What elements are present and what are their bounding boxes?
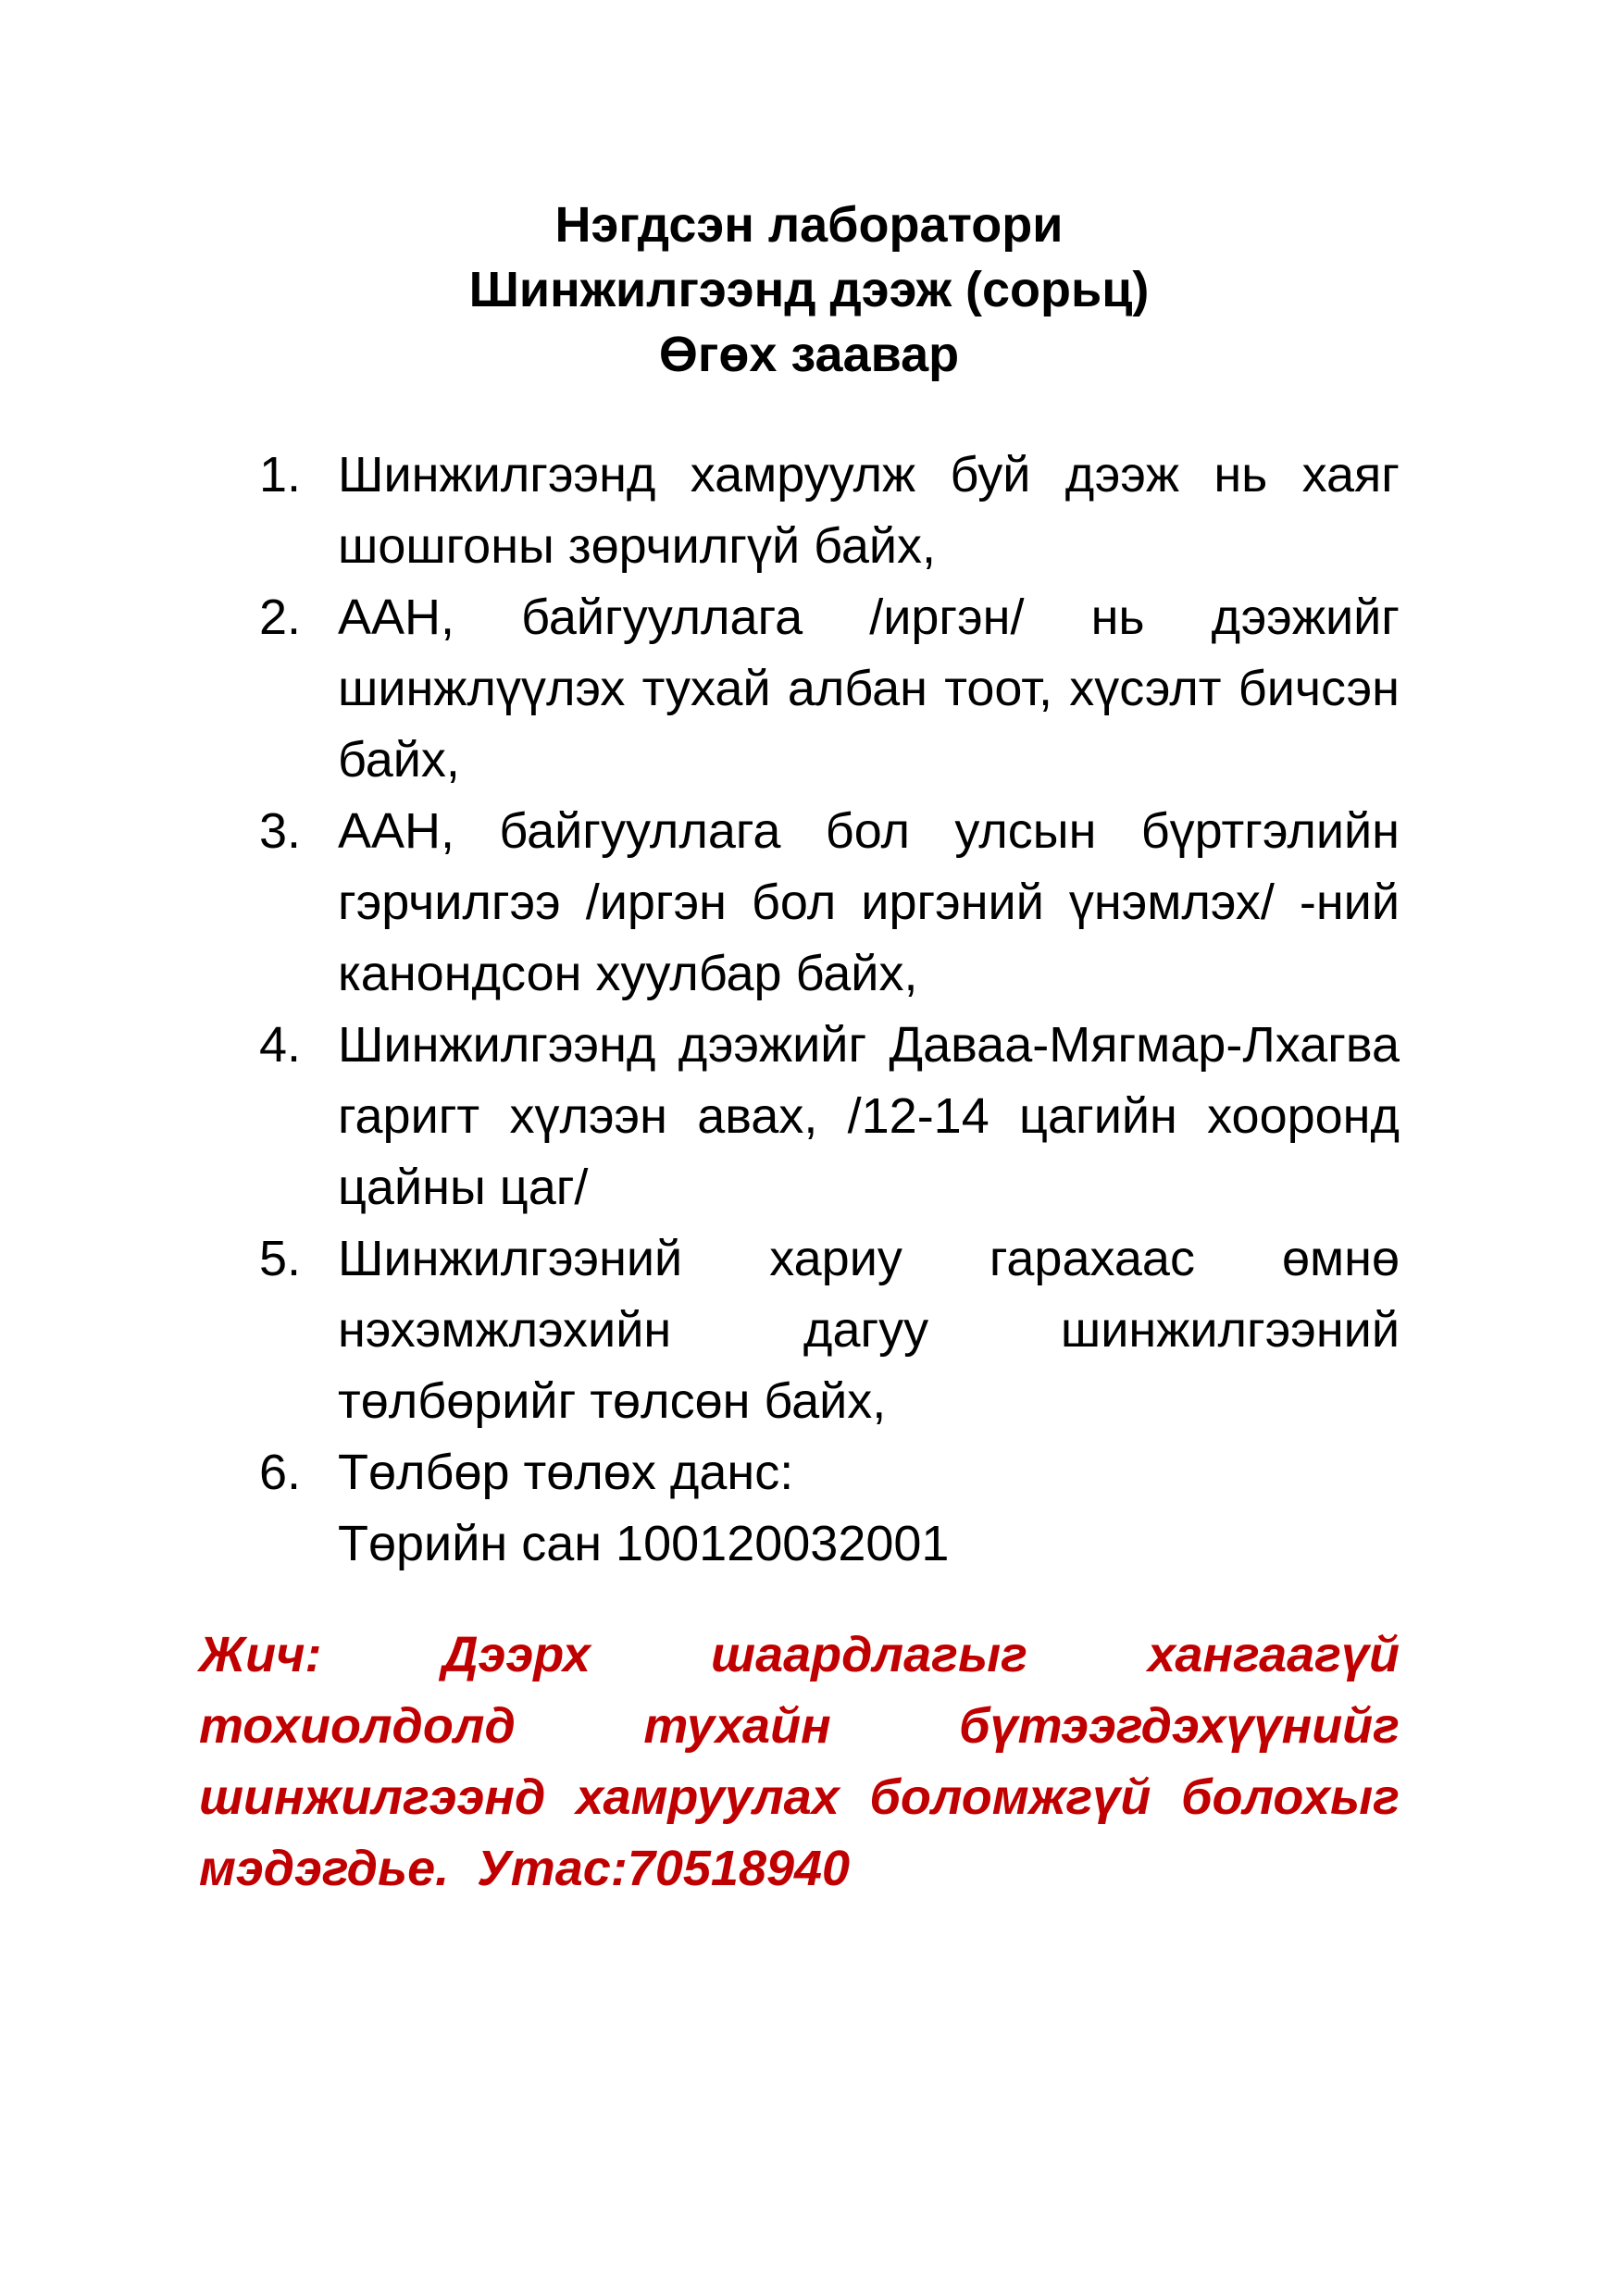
note-text: Жич: Дээрх шаардлагыг хангаагүй тохиолдолд тухайн бүтээгдэхүүнийг шинжилгээнд хамруулах боломжгүй болохыг мэдэгдье. bbox=[199, 1627, 1400, 1896]
item-text: Шинжилгээнд хамруулж буй дээж нь хаяг шошгоны зөрчилгүй байх, bbox=[338, 447, 1400, 574]
instruction-list bbox=[259, 440, 1400, 1580]
item-text: Төлбөр төлөх данс: bbox=[338, 1445, 794, 1500]
list-item bbox=[259, 1223, 1400, 1437]
item-number: 2. bbox=[259, 590, 302, 645]
item-number: 4. bbox=[259, 1017, 302, 1073]
item-text: Шинжилгээний хариу гарахаас өмнө нэхэмжлэхийн дагуу шинжилгээний төлбөрийг төлсөн байх, bbox=[338, 1231, 1400, 1429]
list-item bbox=[259, 796, 1400, 1010]
list-item bbox=[259, 440, 1400, 582]
item-text: ААН, байгууллага бол улсын бүртгэлийн гэрчилгээ /иргэн бол иргэний үнэмлэх/ -ний канондсон хуулбар байх, bbox=[338, 803, 1400, 1001]
title-line-1: Нэгдсэн лаборатори bbox=[554, 197, 1064, 253]
list-item bbox=[259, 1010, 1400, 1223]
item-text: Шинжилгээнд дээжийг Даваа-Мягмар-Лхагва гаригт хүлээн авах, /12-14 цагийн хооронд цайны цаг/ bbox=[338, 1017, 1400, 1215]
document-title bbox=[0, 192, 1618, 387]
item-number: 5. bbox=[259, 1231, 302, 1286]
list-item bbox=[259, 582, 1400, 796]
phone-number: Утас:70518940 bbox=[477, 1841, 851, 1896]
item-number: 6. bbox=[259, 1445, 302, 1500]
list-item bbox=[259, 1437, 1400, 1580]
note-paragraph bbox=[199, 1620, 1400, 1905]
item-number: 1. bbox=[259, 447, 302, 503]
title-line-3: Өгөх заавар bbox=[658, 327, 960, 382]
account-number: Төрийн сан 100120032001 bbox=[338, 1516, 950, 1571]
item-number: 3. bbox=[259, 803, 302, 859]
item-text: ААН, байгууллага /иргэн/ нь дээжийг шинжлүүлэх тухай албан тоот, хүсэлт бичсэн байх, bbox=[338, 590, 1400, 788]
title-line-2: Шинжилгээнд дээж (сорьц) bbox=[468, 262, 1150, 317]
